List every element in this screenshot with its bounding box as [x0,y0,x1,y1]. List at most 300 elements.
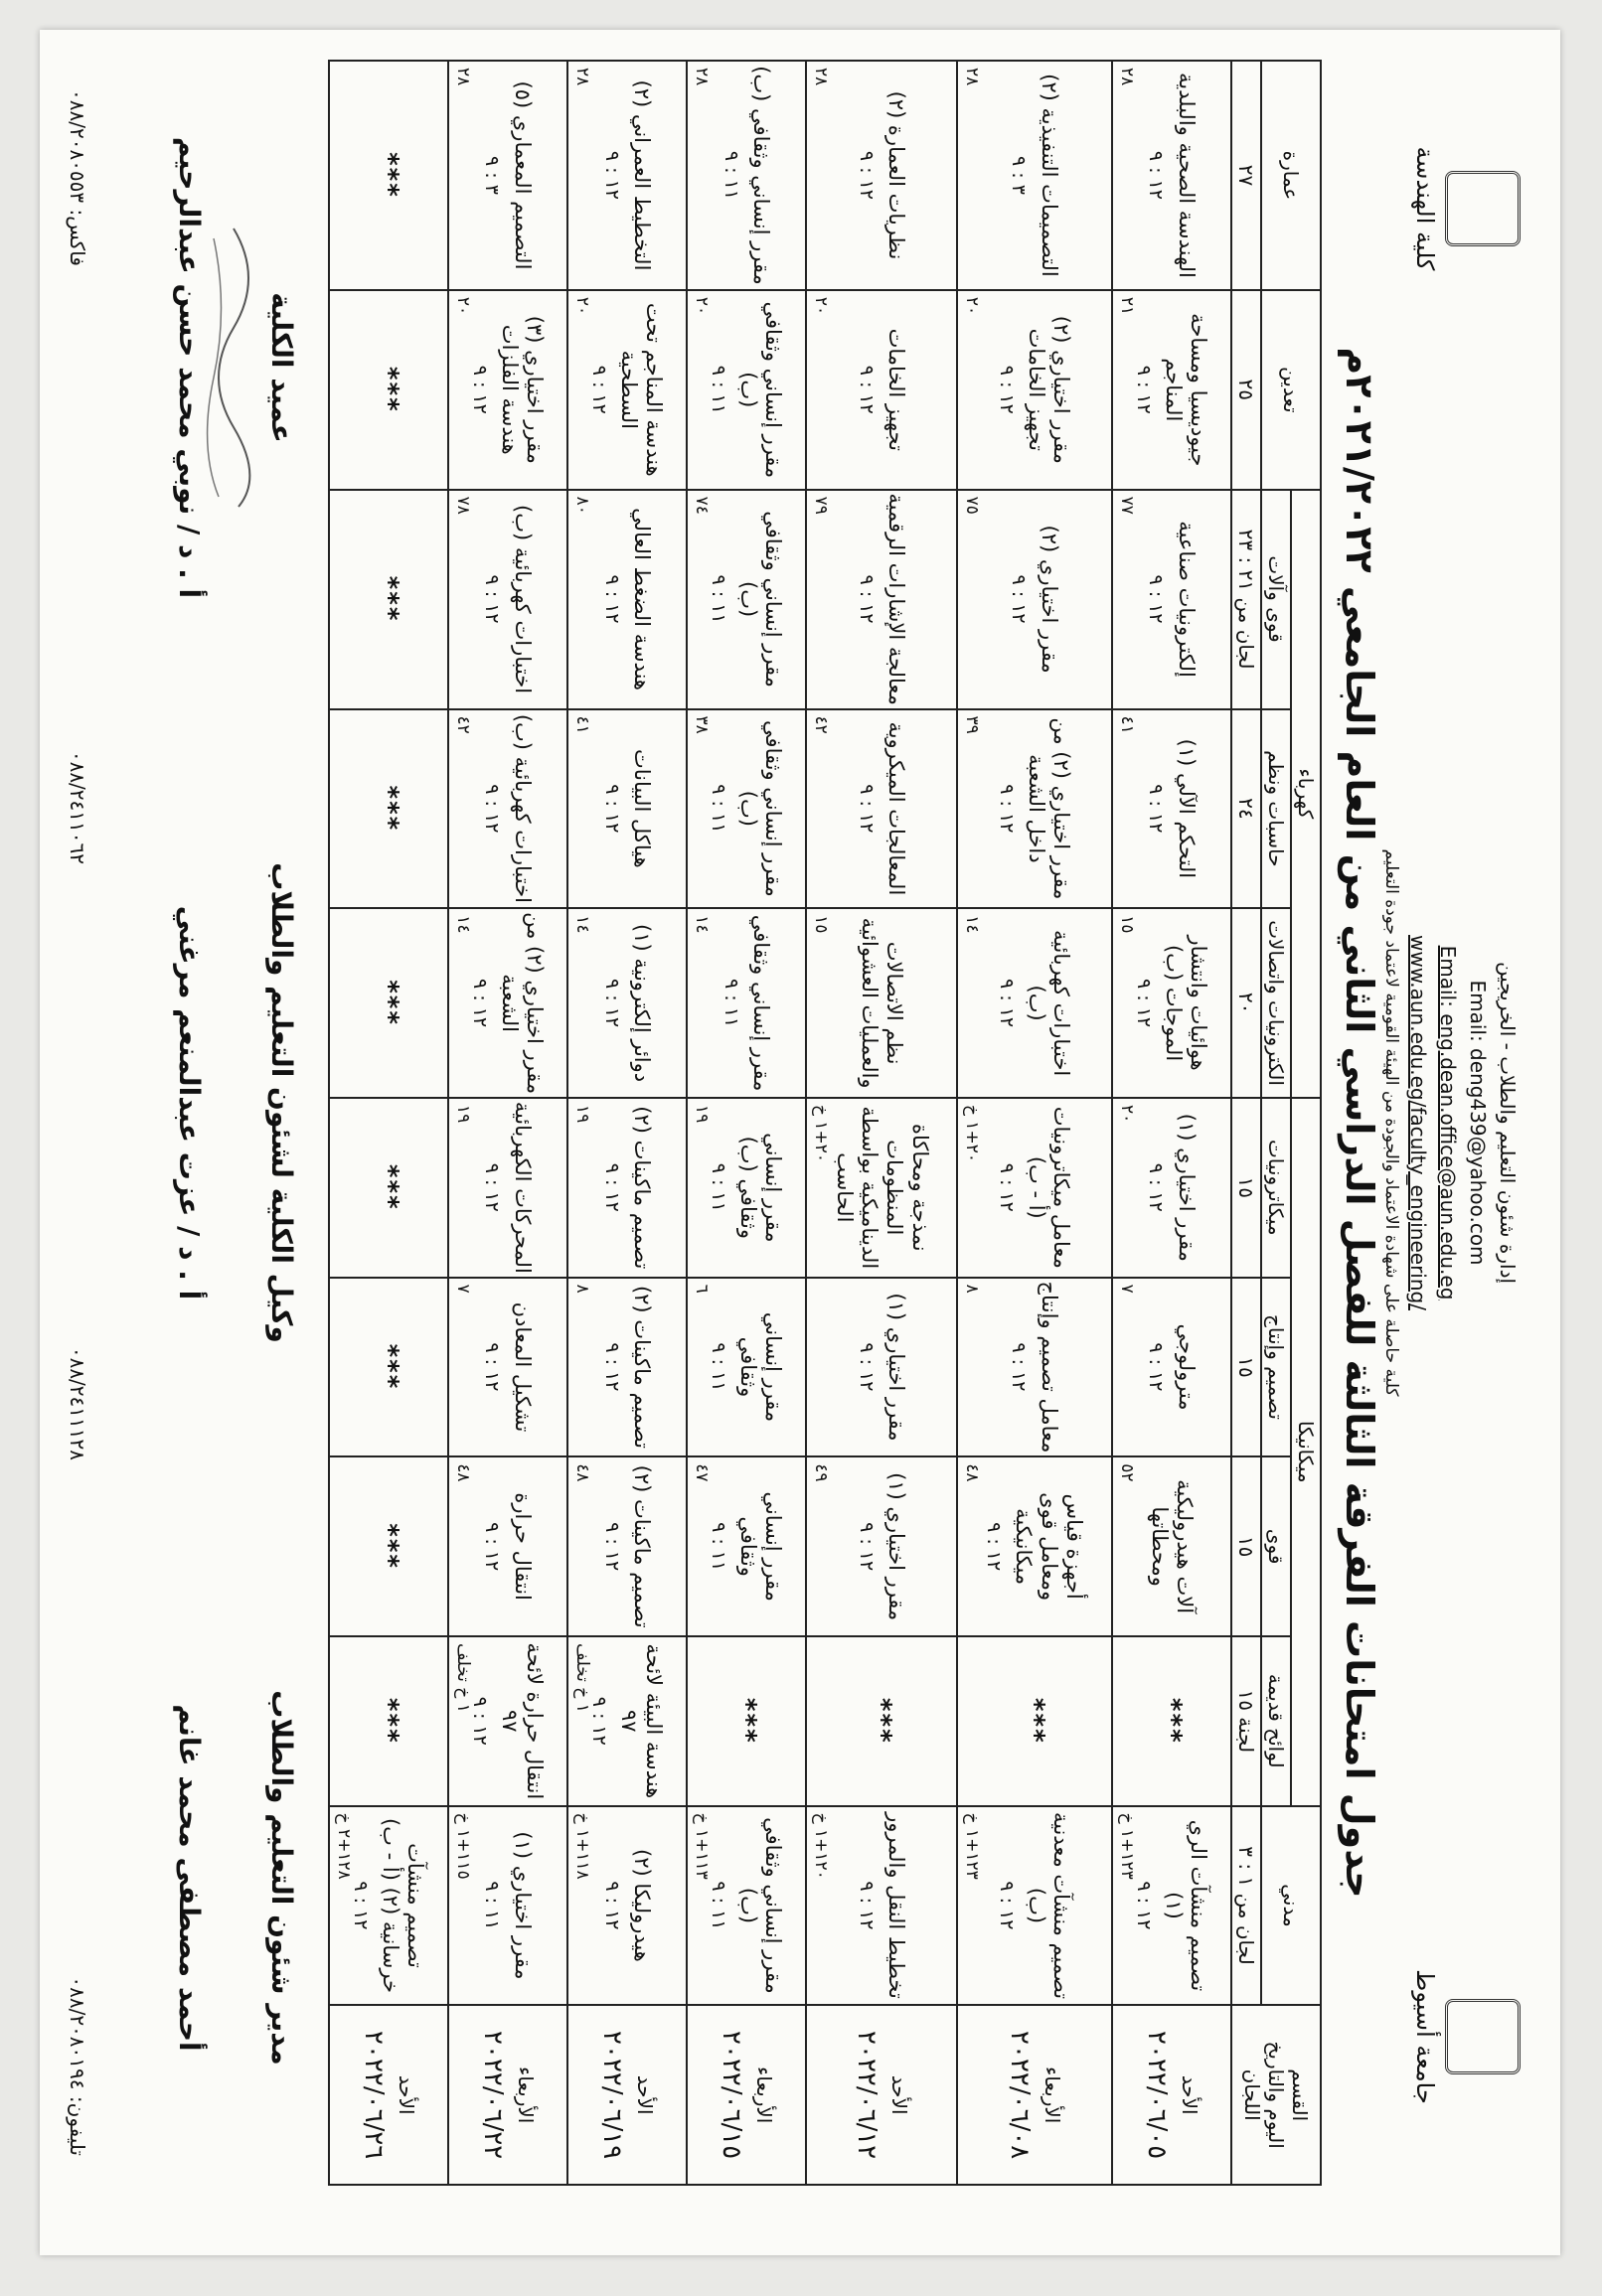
faculty-logo-icon [1445,171,1521,246]
subject-name: نظريات العمارة (٢) [883,90,908,260]
exam-time: ١٢ : ٩ [1145,1342,1168,1392]
exam-cell-design [448,1278,567,1457]
table-row [806,61,957,2185]
subject-name: نظم الاتصالات والعمليات العشوائية [858,917,907,1089]
exam-cell-mechatronics [1112,1098,1231,1278]
exam-cell-design [957,1278,1112,1457]
student-count: ٢٨ [692,68,713,86]
student-count: ٧٧ [1116,496,1137,515]
exam-cell-civil [687,1806,806,2006]
dept-line: إدارة شئون التعليم والطلاب - الخريجين [1496,961,1520,1285]
day-name: الأربعاء [752,2066,777,2124]
signatures-area [99,89,298,2156]
table-row [567,61,687,2185]
student-count: ١ خ تخلف [453,1642,474,1713]
exam-time: ١٢ : ٩ [468,365,491,414]
no-exam-marker: *** [374,1163,404,1211]
exam-time: ١٢ : ٩ [983,1522,1006,1572]
faculty-header [1411,50,1521,368]
no-exam-marker: *** [374,575,404,623]
exam-cell-comm [687,908,806,1098]
subject-name: مقرر اختياري (١) [510,1831,535,1980]
subject-name: التخطيط العمراني (٢) [629,79,654,271]
exam-cell-arch [329,61,448,290]
exam-cell-comm [448,908,567,1098]
exam-cell-comm [957,908,1112,1098]
exam-cell-mining [687,290,806,490]
day-date-cell [806,2005,957,2185]
header-design: تصميم وإنتاج [1261,1278,1291,1457]
subject-name: هندسة البيئة لائحة ٩٧ [617,1643,667,1799]
exam-cell-power_machines [687,490,806,709]
exam-date: ٢٠٢٢/٠٦/١٥ [717,2031,747,2160]
student-count: ٢٨ [1116,68,1137,86]
subject-name: مقرر إنساني وثقافي (ب) [736,301,786,479]
exam-cell-old [567,1636,687,1806]
exam-time: ١٢ : ٩ [481,784,504,834]
fax-text: فاكس: ٠٨٨/٢٠٨٠٥٥٣ [66,89,89,266]
exam-cell-design [806,1278,957,1457]
committee-old: لجنة ١٥ [1231,1636,1261,1806]
director-signature [173,1600,298,2156]
subject-name: تصميم ماكينات (٢) [629,1464,654,1628]
faculty-name: كلية الهندسة [1411,146,1439,271]
rotated-document [50,30,1540,2216]
exam-time: ١٢ : ٩ [855,1881,878,1930]
subject-name: مقرر اختياري (١) [883,1472,908,1621]
student-count: ٧٩ [811,496,832,515]
exam-time: ١٢ : ٩ [995,365,1018,414]
subject-name: مقرر إنساني وثقافي (ب) [748,66,773,285]
subject-name: تجهيز الخامات [883,328,908,451]
exam-time: ١٢ : ٩ [1145,1162,1168,1212]
exam-cell-mechatronics [687,1098,806,1278]
page-title: جدول امتحانات الفرقة الثالثة للفصل الدراسي الثاني من العام الجامعي ٢٠٢١/٢٠٢٢م [1338,347,1381,1899]
no-exam-marker: *** [374,152,404,199]
subject-name: إلكترونيات صناعية [1174,521,1199,678]
subject-name: انتقال حرارة لائحة ٩٧ [498,1642,548,1800]
header-civil: مدني [1261,1806,1321,2006]
exam-time: ١٢ : ٩ [349,1881,372,1930]
exam-cell-comm [329,908,448,1098]
student-count: ١٤ [453,915,474,934]
student-count: ٣٩ [962,715,983,734]
dean-stamp-icon [199,219,268,517]
exam-time: ١٢ : ٩ [1145,574,1168,624]
student-count: ٦ [692,1284,713,1294]
no-exam-marker: *** [1156,1697,1187,1745]
exam-cell-power_machines [1112,490,1231,709]
student-count: ٢٨ [453,68,474,86]
exam-time: ١٢ : ٩ [1145,784,1168,834]
exam-time: ١٢ : ٩ [855,574,878,624]
exam-cell-arch [448,61,567,290]
exam-time: ١١ : ٩ [708,1342,729,1392]
day-name: الأحد [1177,2074,1202,2115]
student-count: ٢٠+١ خ [811,1104,832,1162]
subject-name: دوائر إلكترونية (١) [629,924,654,1083]
header-computers: حاسبات ونظم [1261,709,1291,909]
subject-name: مقرر إنساني وثقافي (ب) [736,720,786,897]
table-row [687,61,806,2185]
exam-cell-design [1112,1278,1231,1457]
student-count: ٢٨ [962,68,983,86]
header-day-date [1231,2005,1321,2185]
student-count: ٤٨ [962,1463,983,1482]
exam-time: ٣ : ٩ [1008,156,1031,195]
student-count: ٢٠+١ خ [962,1104,983,1162]
exam-cell-mechatronics [806,1098,957,1278]
committee-design: ١٥ [1231,1278,1261,1457]
exam-time: ١٢ : ٩ [481,1342,504,1392]
exam-time: ١٢ : ٩ [468,979,491,1028]
committee-power: ١٥ [1231,1456,1261,1636]
exam-cell-old [1112,1636,1231,1806]
exam-time: ١١ : ٩ [708,574,729,624]
student-count: ٢٨ [572,68,593,86]
exam-cell-mining [329,290,448,490]
exam-time: ١٢ : ٩ [600,150,623,201]
exam-time: ١٢ : ٩ [1008,1342,1031,1392]
university-name: جامعة أسيوط [1411,1969,1439,2104]
subject-name: تشكيل المعادن [510,1301,535,1433]
subject-name: مقرر إنساني وثقافي [748,914,773,1092]
student-count: ١ خ تخلف [572,1642,593,1713]
committee-mechatronics: ١٥ [1231,1098,1261,1278]
no-exam-marker: *** [374,980,404,1026]
header-mining: تعدين [1261,290,1321,490]
header-elec: كهرباء [1291,490,1321,1098]
exam-cell-mechatronics [329,1098,448,1278]
day-date-cell [567,2005,687,2185]
day-name: الأحد [633,2074,658,2115]
phone-text: تليفون: ٠٨٨/٢٠٨٠١٩٤ [66,1976,89,2156]
exam-cell-power [687,1456,806,1636]
subject-name: مترولوجي [1174,1323,1199,1411]
day-name: الأحد [887,2074,912,2115]
exam-time: ١١ : ٩ [708,365,729,414]
exam-time: ١٢ : ٩ [1132,1881,1155,1930]
subject-name: مقرر إنساني وثقافي (ب) [736,1817,786,1994]
no-exam-marker: *** [374,1523,404,1571]
subject-name: التصميم المعماري (٥) [510,80,535,270]
exam-cell-design [329,1278,448,1457]
exam-cell-mechatronics [448,1098,567,1278]
committee-comm: ٢٠ [1231,908,1261,1098]
student-count: ١٢٣+١ خ [962,1812,983,1880]
student-count: ٢٠ [692,296,713,316]
committee-power-machines: لجان من ٢١ : ٢٣ [1231,490,1261,709]
exam-cell-power_machines [329,490,448,709]
university-logo-icon [1445,1999,1521,2074]
exam-schedule-table [328,60,1322,2186]
no-exam-marker: *** [1020,1697,1050,1745]
email2-line: Email: eng.dean.office@aun.edu.eg [1436,945,1460,1301]
exam-cell-civil [806,1806,957,2006]
exam-time: ١٢ : ٩ [600,979,623,1028]
student-count: ١٤ [572,915,593,934]
student-count: ١٢٣+١ خ [1116,1812,1137,1880]
subject-name: تصميم منشآت الري (١) [1161,1819,1211,1992]
exam-cell-computers [687,709,806,909]
contact-header [1378,626,1523,1619]
subject-name: جيوديسيا ومساحة المناجم [1161,313,1211,467]
phone3-text: ٠٨٨/٢٤١١٠٦٢ [66,750,89,864]
exam-cell-design [567,1278,687,1457]
student-count: ١٩ [453,1104,474,1124]
subject-name: اختبارات كهربائية (ب) [510,505,535,694]
exam-cell-arch [1112,61,1231,290]
student-count: ٢٠ [572,296,593,316]
exam-time: ١١ : ٩ [720,979,742,1028]
exam-time: ١٢ : ٩ [995,784,1018,834]
header-power: قوى [1261,1456,1291,1636]
student-count: ٤٨ [572,1463,593,1482]
university-header [1411,1878,1521,2196]
day-date-cell [687,2005,806,2185]
subject-name: التحكم الآلي (١) [1174,738,1199,879]
student-count: ٧٨ [453,496,474,515]
exam-date: ٢٠٢٢/٠٦/٢٢ [478,2031,509,2160]
subject-name: هندسة المناجم تحت السطحية [617,302,667,477]
exam-cell-mechatronics [957,1098,1112,1278]
exam-time: ١١ : ٩ [708,1881,729,1930]
exam-time: ١٢ : ٩ [855,365,878,414]
student-count: ٢٠ [962,296,983,316]
exam-cell-comm [806,908,957,1098]
accreditation-line: كلية حاصلة على شهادة الاعتماد والجودة من الهيئة القومية لاعتماد جودة التعليم [1381,848,1401,1397]
exam-time: ١٢ : ٩ [587,365,610,414]
exam-cell-power [448,1456,567,1636]
exam-cell-design [687,1278,806,1457]
exam-time: ١٢ : ٩ [587,1696,610,1746]
subject-name: مقرر اختياري (٢) تجهيز الخامات [1025,315,1074,464]
exam-cell-civil [1112,1806,1231,2006]
student-count: ٢٠ [453,296,474,316]
day-date-cell [1112,2005,1231,2185]
committee-arch: ٢٧ [1231,61,1261,290]
exam-time: ١٢ : ٩ [1132,365,1155,414]
schedule-body [329,61,1231,2185]
student-count: ١١٨+١ خ [572,1812,593,1880]
exam-cell-power_machines [806,490,957,709]
day-name: الأحد [395,2074,419,2115]
exam-time: ١٢ : ٩ [600,1342,623,1392]
student-count: ١٩ [572,1104,593,1124]
exam-time: ١٢ : ٩ [600,574,623,624]
student-count: ١١٣+١ خ [692,1812,713,1880]
exam-cell-computers [329,709,448,909]
table-row [448,61,567,2185]
exam-cell-arch [957,61,1112,290]
exam-date: ٢٠٢٢/٠٦/١٩ [597,2031,628,2160]
table-row [1112,61,1231,2185]
email-line: Email: deng439@yahoo.com [1466,980,1490,1266]
exam-cell-mining [806,290,957,490]
student-count: ١٥ [1116,915,1137,934]
subject-name: نمذجة ومحاكاة المنظومات الديناميكية بواسطة الحاسب [832,1106,932,1270]
subject-name: هيدروليكا (٢) [629,1849,654,1962]
exam-cell-computers [567,709,687,909]
subject-name: معالجة الإشارات الرقمية [883,493,908,705]
subject-name: مقرر اختياري (٢) من الشعبة [498,912,548,1095]
exam-date: ٢٠٢٢/٠٦/٢٦ [359,2031,390,2160]
website-line: www.aun.edu.eg/faculty_engineering/ [1406,935,1430,1310]
subject-name: تصميم ماكينات (٢) [629,1285,654,1449]
exam-time: ١٢ : ٩ [995,1881,1018,1930]
exam-cell-civil [329,1806,448,2006]
no-exam-marker: *** [867,1697,897,1745]
subject-name: آلات هيدروليكية ومحطاتها [1147,1479,1198,1614]
exam-cell-arch [806,61,957,290]
exam-time: ١١ : ٩ [708,1162,729,1212]
exam-cell-mining [567,290,687,490]
exam-cell-old [957,1636,1112,1806]
exam-cell-mining [1112,290,1231,490]
exam-time: ١٢ : ٩ [1145,150,1168,201]
student-count: ١٢٨+٢ خ [334,1812,354,1880]
exam-cell-power [806,1456,957,1636]
subject-name: هندسة الضغط العالي [629,508,654,690]
subject-name: تخطيط النقل والمرور [883,1812,908,1999]
exam-time: ٣ : ٩ [481,156,504,195]
header-mechatronics: ميكاترونيات [1261,1098,1291,1278]
subject-name: أجهزة قياس ومعامل قوى ميكانيكية [1012,1492,1086,1602]
subject-name: مقرر اختياري (٢) [1037,525,1061,674]
committee-civil: لجان من ١ : ٣ [1231,1806,1261,2006]
dean-name: أ . د / نوبي محمد حسن عبدالرحيم [173,136,206,599]
student-count: ٢٠ [811,296,832,316]
header-committees-label: اللجان [1240,2068,1264,2121]
student-count: ٢٠ [1116,1104,1137,1124]
exam-cell-comm [1112,908,1231,1098]
exam-cell-computers [957,709,1112,909]
header-power-machines: قوى وآلات [1261,490,1291,709]
subject-name: مقرر إنساني وثقافي [736,1311,786,1423]
exam-time: ١٢ : ٩ [855,1522,878,1572]
student-count: ٨٠ [572,496,593,515]
subject-name: التصميمات التنفيذية (٢) [1037,74,1061,277]
vice-dean-signature [173,825,298,1381]
subject-name: هوائيات وانتشار الموجات (ب) [1161,935,1211,1071]
day-date-cell [448,2005,567,2185]
exam-cell-comm [567,908,687,1098]
exam-cell-computers [1112,709,1231,909]
exam-time: ١٢ : ٩ [600,1162,623,1212]
subject-name: مقرر اختياري (١) [883,1293,908,1442]
student-count: ٨ [572,1284,593,1294]
student-count: ٣٨ [692,715,713,734]
subject-name: اختبارات كهربائية (ب) [1025,929,1074,1077]
exam-time: ١١ : ٩ [708,1522,729,1572]
student-count: ٤٧ [692,1463,713,1482]
exam-cell-power [567,1456,687,1636]
exam-cell-computers [806,709,957,909]
student-count: ١٤ [692,915,713,934]
student-count: ٢٨ [811,68,832,86]
no-exam-marker: *** [374,785,404,833]
subject-name: مقرر اختياري (١) [1174,1113,1199,1262]
subject-name: المحركات الكهربائية [510,1101,535,1274]
committee-computers: ٢٤ [1231,709,1261,909]
student-count: ١١٥+١ خ [453,1812,474,1880]
director-title: مدير شئون التعليم والطلاب [265,1690,298,2066]
exam-cell-arch [687,61,806,290]
student-count: ٨ [962,1284,983,1294]
exam-time: ١٢ : ٩ [855,784,878,834]
exam-time: ١٢ : ٩ [995,979,1018,1028]
exam-time: ١٢ : ٩ [600,1522,623,1572]
student-count: ٧ [453,1284,474,1294]
student-count: ٤٢ [453,715,474,734]
exam-time: ١٢ : ٩ [600,1881,623,1930]
student-count: ٧٤ [692,496,713,515]
exam-cell-mechatronics [567,1098,687,1278]
subject-name: المعالجات الميكروية [883,721,908,896]
header-old-bylaws: لوائح قديمة [1261,1636,1291,1806]
exam-cell-power_machines [448,490,567,709]
student-count: ٥٢ [1116,1463,1137,1482]
committee-mining: ٢٥ [1231,290,1261,490]
exam-time: ١١ : ٩ [708,784,729,834]
student-count: ٤١ [1116,715,1137,734]
subject-name: تصميم ماكينات (٢) [629,1106,654,1270]
exam-date: ٢٠٢٢/٠٦/١٢ [852,2031,882,2160]
exam-cell-power [957,1456,1112,1636]
day-date-cell [957,2005,1112,2185]
subject-name: اختبارات كهربائية (ب) [510,713,535,903]
exam-cell-mining [957,290,1112,490]
dean-title: عميد الكلية [265,292,298,443]
subject-name: مقرر إنساني وثقافي [736,1491,786,1602]
student-count: ١٤ [962,915,983,934]
header-dept-label: القسم [1288,2068,1312,2122]
exam-cell-civil [448,1806,567,2006]
exam-time: ١١ : ٩ [481,1881,504,1930]
exam-cell-power_machines [567,490,687,709]
exam-date: ٢٠٢٢/٠٦/٠٥ [1141,2031,1172,2160]
director-name: أحمد مصطفى محمد غانم [173,1704,206,2052]
student-count: ٧٥ [962,496,983,515]
table-row [957,61,1112,2185]
no-exam-marker: *** [374,366,404,413]
header-mech: ميكانيكا [1291,1098,1321,1806]
subject-name: مقرر إنساني وثقافي (ب) [736,511,786,688]
exam-cell-power [329,1456,448,1636]
exam-cell-old [329,1636,448,1806]
day-name: الأربعاء [1041,2066,1065,2124]
exam-time: ١٢ : ٩ [1008,574,1031,624]
subject-name: تصميم منشآت معدنية (ب) [1025,1811,1074,2000]
subject-name: مقرر اختياري (٢) من داخل الشعبة [1025,717,1074,900]
header-day-label: اليوم والتاريخ [1264,2041,1288,2149]
day-name: الأربعاء [514,2066,539,2124]
no-exam-marker: *** [374,1343,404,1391]
student-count: ٤١ [572,715,593,734]
header-comm: الكترونيات واتصالات [1261,908,1291,1098]
student-count: ١٥ [811,915,832,934]
exam-cell-civil [567,1806,687,2006]
student-count: ٤٩ [811,1463,832,1482]
student-count: ٧ [1116,1284,1137,1294]
exam-cell-computers [448,709,567,909]
subject-name: مقرر اختياري (٣) هندسة الفلزات [498,315,548,464]
exam-time: ١٢ : ٩ [995,1162,1018,1212]
exam-cell-old [806,1636,957,1806]
exam-cell-arch [567,61,687,290]
header-arch: عمارة [1261,61,1321,290]
student-count: ٤٨ [453,1463,474,1482]
